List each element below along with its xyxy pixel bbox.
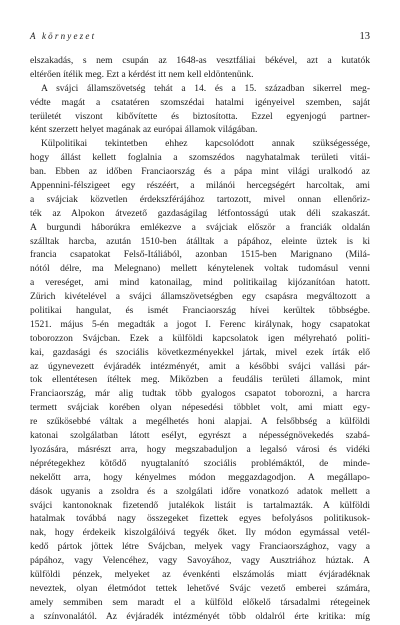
text-line: elszakadás, s nem csupán az 1648-as vesztfáliai békével, azt a kutatók <box>30 55 370 66</box>
text-line: területét viszont kibővítette és biztosította. Ezzel egyenjogú partner- <box>30 110 370 122</box>
text-line: a színvonalától. Az évjáradék intézményét több oldalról érte kritika: míg <box>30 610 370 622</box>
text-line: 1521. május 5-én megadták a jogot I. Ferenc királynak, hogy csapatokat <box>30 318 370 330</box>
text-line: svájci kantonoknak fizetendő jutalékok listáit is tartalmazták. A külföldi <box>30 499 370 511</box>
text-line: védte magát a csatatéren szomszédai hatalmi igényeivel szemben, saját <box>30 96 370 108</box>
text-line: nak, hogy érdekeik kiszolgálóivá tegyék őket. Ily módon egymással vetél- <box>30 527 370 539</box>
text-line: neveztek, olyan életmódot tettek lehetővé Svájc vezető emberei számára, <box>30 582 370 594</box>
paragraph <box>30 137 370 623</box>
text-line: ként szerzett helyet magának az európai államok világában. <box>30 124 258 136</box>
paragraph <box>30 54 370 82</box>
text-line: hatalmak továbbá nagy összegeket fizettek egyes befolyásos politikusok- <box>30 513 370 525</box>
body-text <box>30 54 370 624</box>
text-line: a svájciak közvetlen érdekszférájához tartozott, mivel onnan ellenőriz- <box>30 193 370 205</box>
text-line: hogy állást kellett foglalnia a szomszédos nagyhatalmak területi vitái- <box>30 152 370 164</box>
text-line: kai, gazdasági és szociális következményekkel jártak, mivel ezek írták elő <box>30 346 370 358</box>
text-line: Franciaország, már alig tudtak több gyalogos csapatot toborozni, a harcra <box>30 388 370 400</box>
text-line: ban. Ebben az időben Franciaország és a pápa mint világi uralkodó az <box>30 166 370 178</box>
text-line: tok ellentétesen ítéltek meg. Miközben a feudális területi államok, mint <box>30 374 370 386</box>
text-line: Külpolitikai tekintetben ehhez kapcsolódott annak szükségessége, <box>41 138 370 150</box>
text-line: nekelőtt arra, hogy kényelmes módon meggazdagodjon. A megállapo- <box>30 471 370 483</box>
text-line: amely semmiben sem maradt el a külföld előkelő társadalmi rétegeinek <box>30 596 370 608</box>
text-line: Zürich kivételével a svájci államszövetségben egy csapásra megváltozott a <box>30 291 370 303</box>
text-line: Appennini-félszigeet egy részéért, a milánói hercegségért harcoltak, ami <box>30 180 370 192</box>
text-line: A svájci államszövetség tehát a 14. és a 15. században sikerrel meg- <box>41 82 370 94</box>
text-line: külföldi pénzek, melyeket az évenkénti elszámolás miatt évjáradéknak <box>30 568 370 580</box>
text-line: toborozzon Svájcban. Ezek a külföldi kapcsolatok igen mélyreható politi- <box>30 332 370 344</box>
text-line: az úgynevezett évjáradék intézményét, amit a későbbi svájci vallási pár- <box>30 360 370 372</box>
text-line: politikai hangulat, és ismét Franciaország hívei kerültek többségbe. <box>30 305 370 317</box>
section-title: A környezet <box>30 31 97 41</box>
text-line: szálltak harcba, azután 1510-ben átálltak a pápához, eleinte üztek is ki <box>30 235 370 247</box>
text-line: termett svájciak korében olyan népesedési többlet volt, ami miatt egy- <box>30 402 370 414</box>
text-line: katonai szolgálatban látott eséIyt, egyrészt a népességnövekedés szabá- <box>30 430 370 442</box>
page-number: 13 <box>359 31 370 42</box>
paragraph <box>30 82 370 138</box>
running-head <box>30 31 370 45</box>
text-line: kedő pártok jöttek létre Svájcban, melyek vagy Franciaországhoz, vagy a <box>30 541 370 553</box>
text-line: nótól délre, ma Melegnano) mellett kénytelenek voltak tudomásul venni <box>30 263 370 275</box>
text-line: eltérően ítélik meg. Ezt a kérdést itt nem kell eldöntenünk. <box>30 68 254 80</box>
text-line: francia csapatokat Felső-Itáliából, azonban 1515-ben Marignano (Milá- <box>30 249 370 261</box>
text-line: pápához, vagy Velencéhez, vagy Savoyához, vagy Ausztriához húztak. A <box>30 555 370 567</box>
text-line: lyozására, másrészt arra, hogy megszabaduljon a legalsó városi és vidéki <box>30 443 370 455</box>
text-line: a vereséget, ami mind katonailag, mind politikailag kijózanítóan hatott. <box>30 277 370 289</box>
text-line: A burgundi háborúkra emlékezve a svájciak először a franciák oldalán <box>30 221 370 233</box>
text-line: dások ugyanis a zsoldra és a szolgálati időre vonatkozó adatok mellett a <box>30 485 370 497</box>
text-line: re szűkösebbé váltak a megélhetés honi alapjai. A felsőbbség a külföldi <box>30 416 370 428</box>
text-line: néprétegekhez kötődő nyugtalanító szociális problémáktól, de minde- <box>30 457 370 469</box>
text-line: ték az Alpokon átvezető gazdaságilag létfontosságú utak déli szakaszát. <box>30 207 370 219</box>
